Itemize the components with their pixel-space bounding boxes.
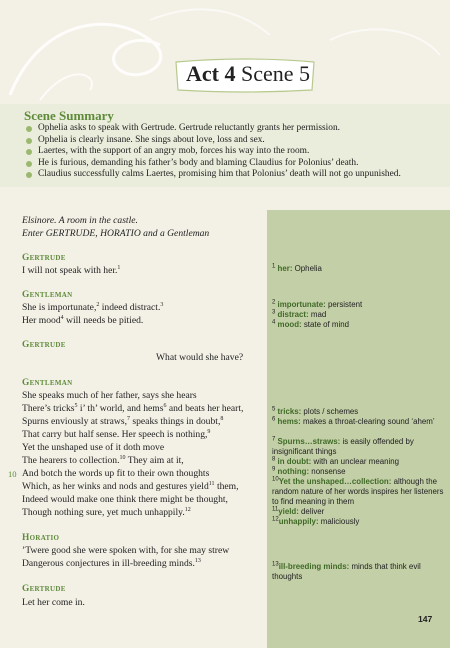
gloss-entry: $^1$ her: Ophelia [272,263,322,273]
bullet-icon [26,161,32,167]
verse-line: The hearers to collection.$^{10}$ They aim at it, [22,454,184,466]
bullet-icon [26,149,32,155]
glossary-panel [267,210,450,648]
summary-item: Ophelia asks to speak with Gertrude. Gertrude reluctantly grants her permission. [26,123,401,135]
speaker-horatio: Horatio [22,533,60,543]
verse-line: Indeed would make one think there might be thought, [22,494,228,505]
speaker-gentleman: Gentleman [22,290,73,300]
bullet-icon [26,138,32,144]
verse-line: That carry but half sense. Her speech is nothing,$^9$ [22,428,211,440]
verse-line: ’Twere good she were spoken with, for she may strew [22,545,230,556]
gloss-entry: $^6$ hems: makes a throat-clearing sound ‘ahem’ [272,416,435,426]
gloss-entry: $^3$ distract: mad [272,309,327,319]
summary-list [26,123,401,181]
line-number: 10 [8,469,17,479]
page-number: 147 [418,614,433,624]
verse-line: Which, as her winks and nods and gestures yield$^{11}$ them, [22,480,239,492]
gloss-entry: $^{10}$Yet the unshaped…collection: although the random nature of her words inspires her listeners to find meaning in them [272,476,444,506]
scene-label: Scene 5 [240,61,311,86]
verse-line: Dangerous conjectures in ill-breeding minds.$^{13}$ [22,557,201,569]
verse-line: And botch the words up fit to their own thoughts [22,468,210,479]
verse-line: There’s tricks$^5$ i’ th’ world, and hems$^6$ and beats her heart, [22,402,244,414]
verse-line: What would she have? [156,352,244,363]
summary-item: He is furious, demanding his father’s body and blaming Claudius for Polonius’ death. [26,158,401,170]
scene-heading [186,61,310,87]
speaker-gentleman: Gentleman [22,378,73,388]
gloss-entry: $^4$ mood: state of mind [272,319,350,329]
gloss-entry: $^7$ Spurns…straws: is easily offended by insignificant things [272,436,414,456]
gloss-entry: $^5$ tricks: plots / schemes [272,406,359,416]
gloss-entry: $^{11}$yield: deliver [272,506,325,516]
gloss-entry: $^2$ importunate: persistent [272,299,363,309]
gloss-entry: $^{12}$unhappily: maliciously [272,516,360,526]
stage-direction: Elsinore. A room in the castle. Enter GERTRUDE, HORATIO and a Gentleman [22,215,210,239]
summary-item: Laertes, with the support of an angry mob, forces his way into the room. [26,146,401,158]
verse-line: Her mood$^4$ will needs be pitied. [22,314,144,326]
speaker-gertrude: Gertrude [22,340,66,350]
summary-title: Scene Summary [24,108,114,123]
verse-line: I will not speak with her.$^1$ [22,264,121,276]
speaker-gertrude: Gertrude [22,584,66,594]
verse-line: Yet the unshaped use of it doth move [22,442,165,453]
bullet-icon [26,126,32,132]
summary-item: Ophelia is clearly insane. She sings about love, loss and sex. [26,135,401,147]
gloss-entry: $^{13}$ill-breeding minds: minds that think evil thoughts [272,561,421,581]
gloss-entry: $^8$ in doubt: with an unclear meaning [272,456,400,466]
speaker-gertrude: Gertrude [22,253,66,263]
verse-line: She speaks much of her father, says she hears [22,390,197,401]
verse-line: Let her come in. [22,597,85,608]
verse-line: She is importunate,$^2$ indeed distract.$^3$ [22,301,164,313]
summary-item: Claudius successfully calms Laertes, promising him that Polonius’ death will not go unpunished. [26,169,401,181]
act-label: Act 4 [186,61,236,86]
gloss-entry: $^9$ nothing: nonsense [272,466,346,476]
bullet-icon [26,172,32,178]
verse-line: Spurns enviously at straws,$^7$ speaks things in doubt,$^8$ [22,415,224,427]
verse-line: Though nothing sure, yet much unhappily.$^{12}$ [22,506,191,518]
